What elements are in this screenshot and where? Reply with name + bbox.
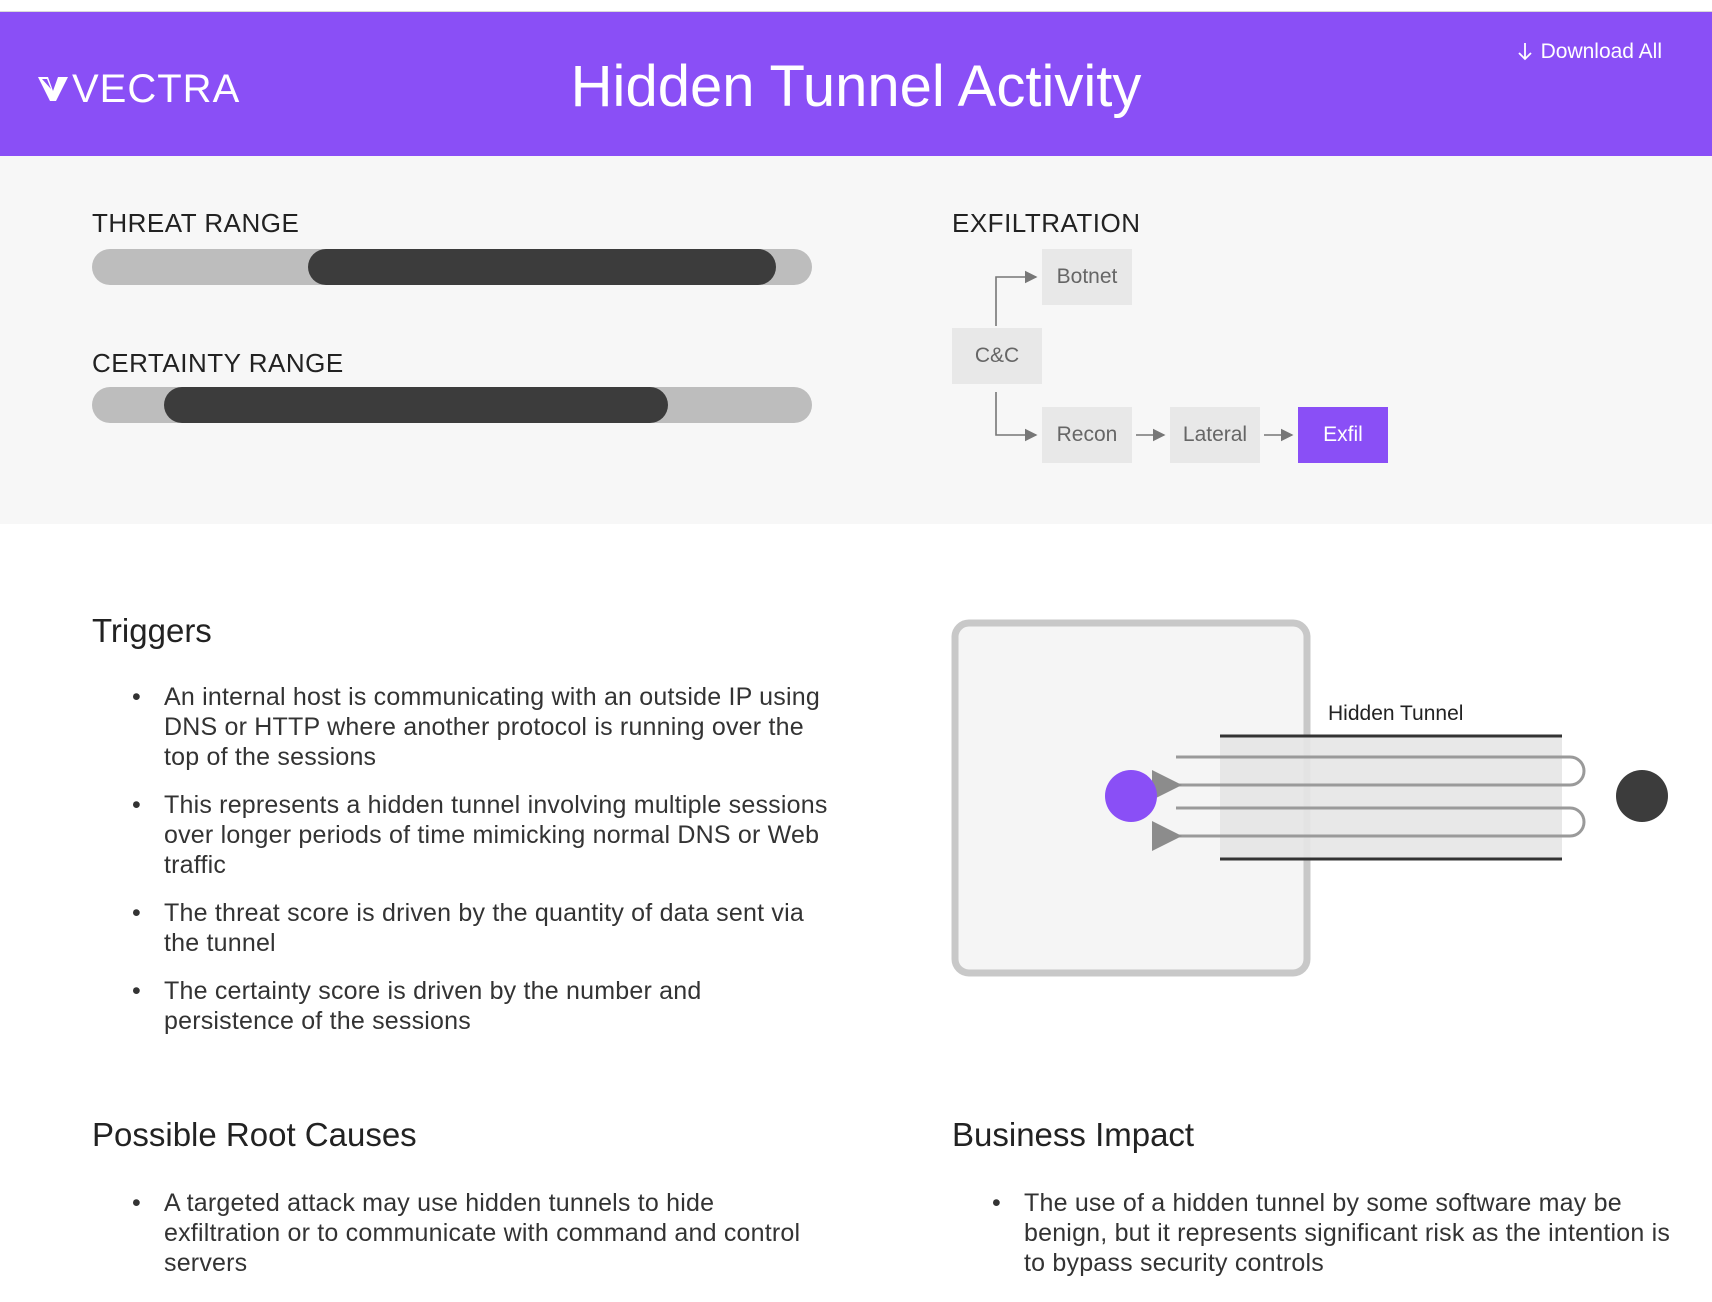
threat-range-track <box>92 249 812 285</box>
hidden-tunnel-label: Hidden Tunnel <box>1328 702 1464 725</box>
list-item: • The certainty score is driven by the number and persistence of the sessions <box>92 976 832 1036</box>
triggers-title: Triggers <box>92 612 212 649</box>
business-impact-title: Business Impact <box>952 1116 1195 1153</box>
connector-cnc-botnet <box>996 277 1036 326</box>
download-all-button[interactable] <box>1517 40 1662 64</box>
certainty-range-fill <box>164 387 668 423</box>
internal-host-node <box>1105 770 1157 822</box>
stage-lateral: Lateral <box>1170 407 1260 463</box>
certainty-range-label: CERTAINTY RANGE <box>92 348 344 378</box>
download-arrow-icon <box>1517 42 1533 62</box>
certainty-range-track <box>92 387 812 423</box>
list-item: • The threat score is driven by the quantity of data sent via the tunnel <box>92 898 832 958</box>
page-header <box>0 12 1712 156</box>
connector-cnc-recon <box>996 392 1036 435</box>
window-top-edge <box>0 0 1712 12</box>
root-causes-list <box>92 1188 832 1296</box>
hidden-tunnel-illustration <box>950 618 1690 982</box>
external-host-node <box>1616 770 1668 822</box>
tunnel-band <box>1220 736 1562 859</box>
page-title: Hidden Tunnel Activity <box>570 54 1142 119</box>
hidden-tunnel-diagram <box>950 618 1690 982</box>
root-causes-title: Possible Root Causes <box>92 1116 417 1153</box>
list-item: • An internal host is communicating with an outside IP using DNS or HTTP where another protocol is running over the top of the sessions <box>92 682 832 772</box>
threat-range-label: THREAT RANGE <box>92 208 300 238</box>
threat-range-fill <box>308 249 776 285</box>
download-all-label: Download All <box>1540 40 1662 63</box>
summary-panel <box>0 156 1712 524</box>
logo-text: VECTRA <box>72 67 241 111</box>
list-item: • The use of a hidden tunnel by some software may be benign, but it represents significant risk as the intention is to bypass security controls <box>952 1188 1672 1278</box>
business-impact-list <box>952 1188 1672 1296</box>
stage-recon: Recon <box>1042 407 1132 463</box>
stage-botnet: Botnet <box>1042 249 1132 305</box>
stage-exfil: Exfil <box>1298 407 1388 463</box>
list-item: • A targeted attack may use hidden tunnels to hide exfiltration or to communicate with command and control servers <box>92 1188 832 1278</box>
triggers-list <box>92 682 832 1054</box>
list-item: • This represents a hidden tunnel involving multiple sessions over longer periods of time mimicking normal DNS or Web traffic <box>92 790 832 880</box>
exfiltration-label: EXFILTRATION <box>952 208 1141 238</box>
stage-cnc: C&C <box>952 328 1042 384</box>
